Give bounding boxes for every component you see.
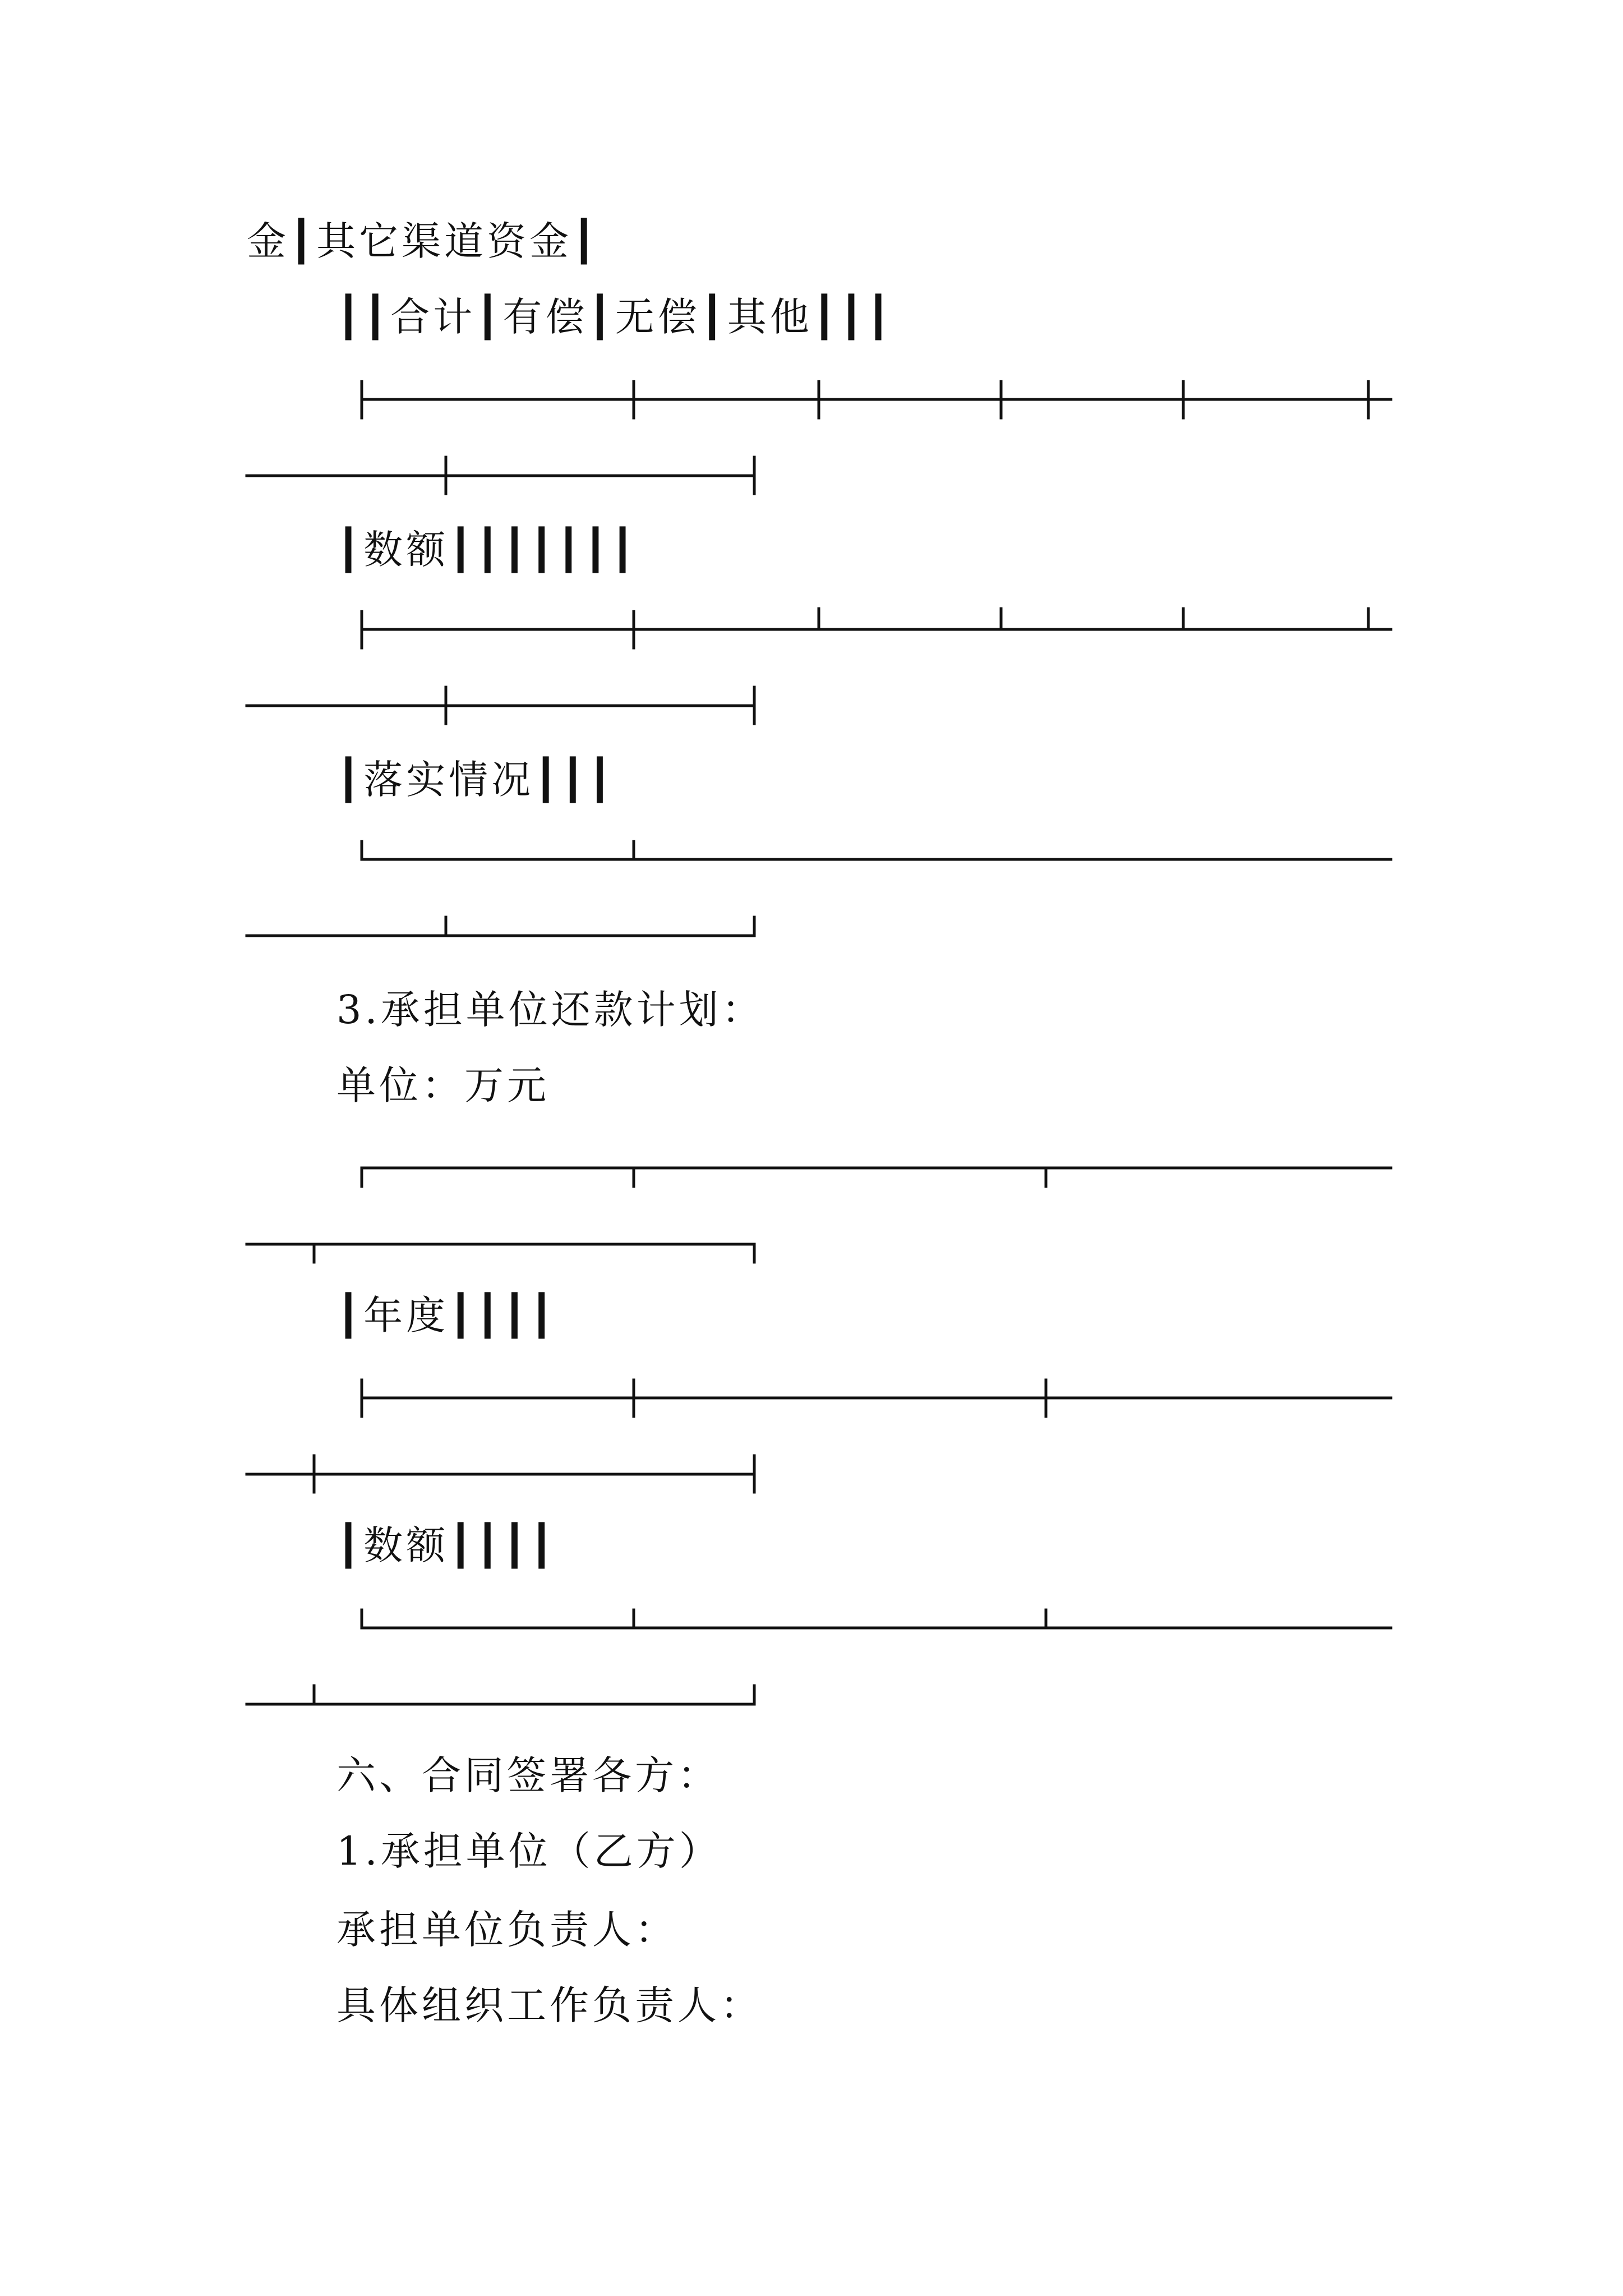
table1-row-amount: ┃数额┃┃┃┃┃┃┃ [336,527,638,573]
section6-title: 六、合同签署各方： [336,1752,720,1798]
work-leader-label: 具体组织工作负责人： [336,1982,763,2028]
section3-unit: 单位：万元 [336,1062,550,1108]
table1-rule-bottom [247,841,1391,936]
unit-leader-label: 承担单位负责人： [336,1907,677,1953]
table1-rule-2 [247,609,1391,724]
table1-header-continued: 金┃其它渠道资金┃ [247,218,600,264]
table2-row-year: ┃年度┃┃┃┃ [336,1292,557,1338]
table1-row-status: ┃落实情况┃┃┃ [336,757,615,803]
table2-row-amount: ┃数额┃┃┃┃ [336,1522,557,1568]
party-b-label: 1.承担单位（乙方） [336,1828,722,1874]
table2-rule-middle [247,1380,1391,1492]
table2-rule-bottom [247,1610,1391,1704]
table1-rule-1 [247,381,1391,494]
table1-header-columns: ┃┃合计┃有偿┃无偿┃其他┃┃┃ [336,294,894,340]
section3-title: 3.承担单位还款计划： [336,987,764,1033]
table2-rule-top [247,1168,1391,1262]
